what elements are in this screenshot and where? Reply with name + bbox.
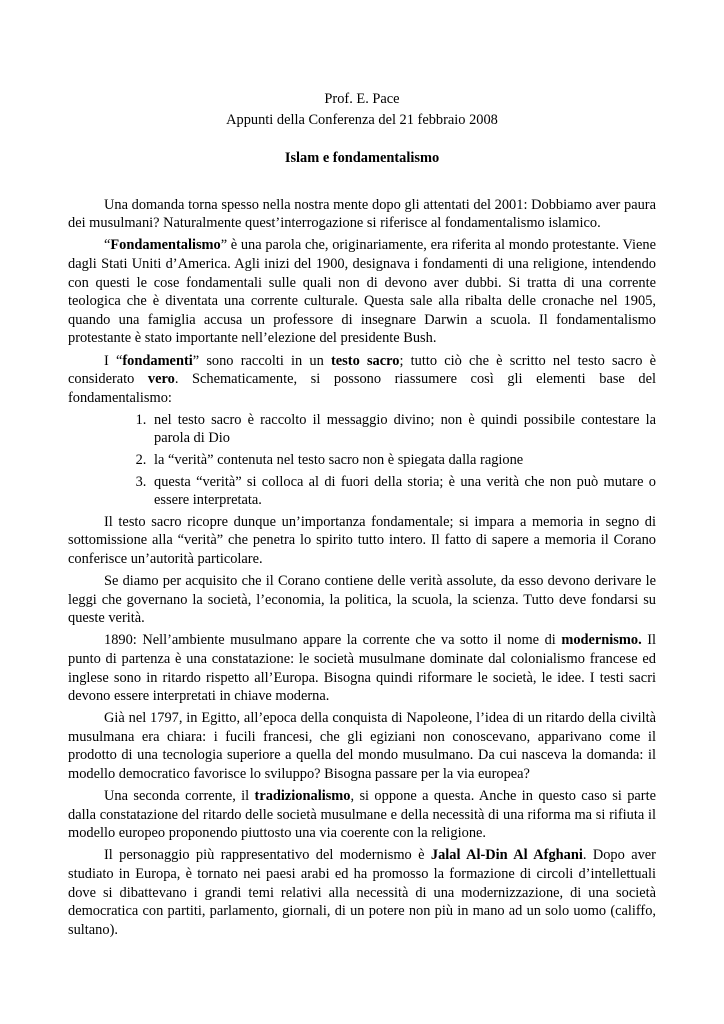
p9-text-a: Il personaggio più rappresentativo del modernismo è [104,847,431,864]
paragraph-5: Se diamo per acquisito che il Corano contiene delle verità assolute, da esso devono derivare le leggi che governano la società, l’economia, la politica, la scuola, la scienza. Tutto deve fondarsi su queste verità. [68,573,656,627]
document-body [68,196,656,940]
term-modernismo: modernismo. [561,632,642,649]
p8-text-a: Una seconda corrente, il [104,788,255,805]
term-tradizionalismo: tradizionalismo [254,788,351,805]
name-al-afghani: Jalal Al-Din Al Afghani [430,847,583,864]
term-fondamentalismo: Fondamentalismo [110,237,221,254]
p3-text-a: I “ [104,352,123,369]
paragraph-7: Già nel 1797, in Egitto, all’epoca della conquista di Napoleone, l’idea di un ritardo della civiltà musulmana era chiara: i fucili francesi, che gli egiziani non conoscevano, apparivano come il prodotto di una tecnologia superiore a quella del mondo musulmano. Da cui nasceva la domanda: il modello democratico favorisce lo sviluppo? Bisogna passare per la via europea? [68,710,656,782]
p3-text-c: ” sono raccolti in un [192,352,331,369]
list-item: 1. nel testo sacro è raccolto il messaggio divino; non è quindi possibile contestare la parola di Dio [150,411,656,448]
term-fondamenti: fondamenti [122,352,193,369]
p3-text-g: . Schematicamente, si possono riassumere così gli elementi base del fondamentalismo: [68,371,656,406]
paragraph-6 [68,631,656,705]
fundamentalism-elements-list [68,411,656,510]
paragraph-1: Una domanda torna spesso nella nostra mente dopo gli attentati del 2001: Dobbiamo aver paura dei musulmani? Naturalmente quest’interrogazione si riferisce al fondamentalismo islamico. [68,196,656,232]
p3-text-e: ; tutto ciò che è scritto nel testo sacro è considerato [68,352,656,388]
p8-text-c: , si oppone a questa. Anche in questo caso si parte dalla constatazione del ritardo delle società musulmane e della necessità di una riforma ma si rifiuta il modello europeo proponendo piuttosto una via coerente con la religione. [68,788,656,842]
p6-text-c: Il punto di partenza è una constatazione: le società musulmane dominate dal colonialismo francese ed inglese sono in ritardo rispetto all’Europa. Bisogna quindi riformare le società, le idee. I testi sacri devono essere interpretati in chiave moderna. [68,632,657,705]
p2-open-quote: “ [104,237,111,254]
list-item: 2. la “verità” contenuta nel testo sacro non è spiegata dalla ragione [150,451,656,470]
paragraph-3 [68,352,656,408]
p2-text: ” è una parola che, originariamente, era riferita al mondo protestante. Viene dagli Stati Uniti d’America. Agli inizi del 1900, designava i fondamenti di una religione, intendendo con questi le cose fondamentali sulle quali non di devono aver dubbi. Si tratta di una corrente teologica che è diventata una corrente culturale. Questa sale alla ribalta delle cronache nel 1905, quando una famiglia accusa un professore di insegnare Darwin a scuola. Il fondamentalismo protestante è stato importante nell’elezione del presidente Bush. [68,237,656,347]
paragraph-2 [68,236,656,348]
term-testo-sacro: testo sacro [331,352,400,369]
p9-text-c: . Dopo aver studiato in Europa, è tornato nei paesi arabi ed ha promosso la formazione di circoli d’intellettuali dove si dibattevano i grandi temi relativi alla necessità di una modernizzazione, di una società democratica con partiti, parlamento, giornali, di un potere non più in mano ad un solo uomo (califfo, sultano). [68,847,656,938]
document-title: Islam e fondamentalismo [284,150,440,167]
author-line: Prof. E. Pace [324,91,400,107]
paragraph-4: Il testo sacro ricopre dunque un’importanza fondamentale; si impara a memoria in segno di sottomissione alla “verità” che penetra lo spirito tutto intero. Il fatto di sapere a memoria il Corano conferisce un’autorità particolare. [68,513,656,567]
p6-text-a: 1890: Nell’ambiente musulmano appare la corrente che va sotto il nome di [104,632,562,649]
conference-subtitle: Appunti della Conferenza del 21 febbraio 2008 [226,111,498,128]
paragraph-9 [68,846,656,939]
paragraph-8 [68,787,656,843]
list-item: 3. questa “verità” si colloca al di fuori della storia; è una verità che non può mutare o essere interpretata. [150,473,656,510]
term-vero: vero [147,371,175,388]
